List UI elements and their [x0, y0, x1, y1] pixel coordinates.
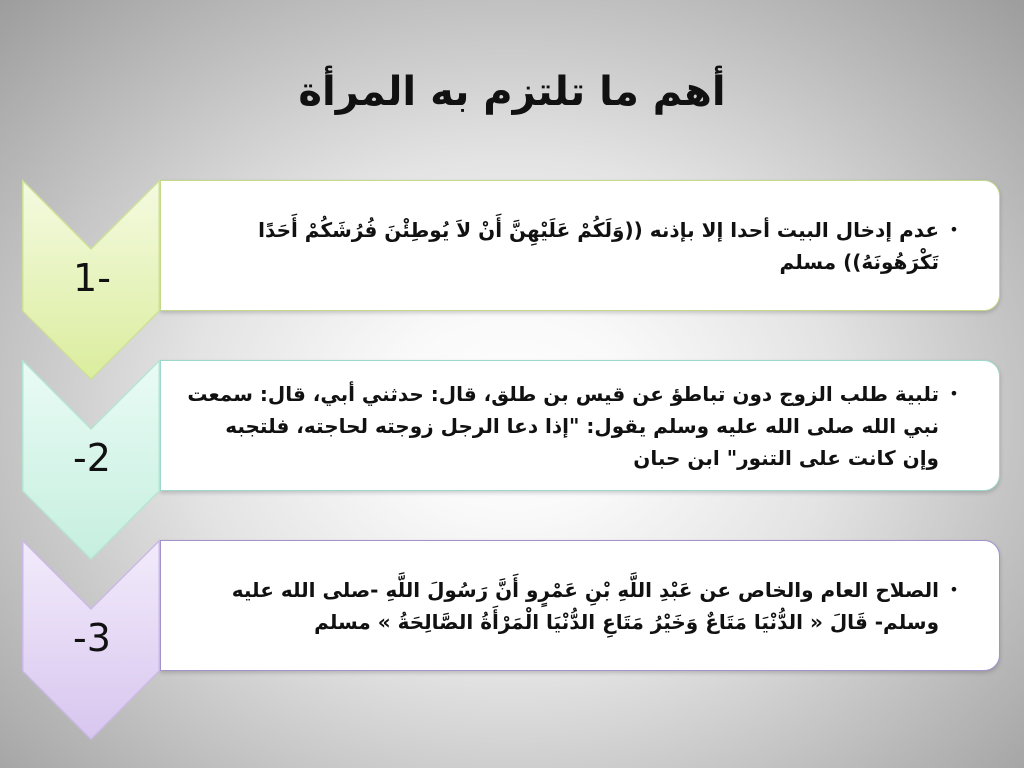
list-item — [0, 180, 1024, 380]
bullet-icon — [944, 574, 964, 606]
bullet-icon — [944, 214, 964, 246]
list-item — [0, 540, 1024, 740]
chevron-shape — [22, 540, 160, 740]
item-text: عدم إدخال البيت أحدا إلا بإذنه ((وَلَكُمْ عَلَيْهِنَّ أَنْ لاَ يُوطِئْنَ فُرُشَكُمْ أَحَدًا تَكْرَهُونَهُ)) مسلم — [258, 217, 939, 274]
item-text: الصلاح العام والخاص عن عَبْدِ اللَّهِ بْنِ عَمْرٍو أَنَّ رَسُولَ اللَّهِ -صلى الله عليه وسلم- قَالَ « الدُّنْيَا مَتَاعٌ وَخَيْرُ مَتَاعِ الدُّنْيَا الْمَرْأَةُ الصَّالِحَةُ » مسلم — [231, 577, 939, 634]
slide-title: أهم ما تلتزم به المرأة — [298, 69, 726, 115]
item-content — [183, 214, 964, 278]
item-number: -2 — [73, 436, 111, 480]
chevron-shape — [22, 360, 160, 560]
list-item — [0, 360, 1024, 560]
item-number: 1- — [73, 256, 111, 300]
item-number: -3 — [73, 616, 111, 660]
item-box — [160, 360, 1000, 491]
chevron-shape — [22, 180, 160, 380]
item-content — [183, 378, 964, 474]
bullet-icon — [944, 378, 964, 410]
item-content — [183, 574, 964, 638]
item-text: تلبية طلب الزوج دون تباطؤ عن قيس بن طلق، قال: حدثني أبي، قال: سمعت نبي الله صلى الله عليه وسلم يقول: "إذا دعا الرجل زوجته لحاجته، فلتجبه وإن كانت على التنور" ابن حبان — [187, 381, 939, 470]
item-box — [160, 180, 1000, 311]
item-box — [160, 540, 1000, 671]
